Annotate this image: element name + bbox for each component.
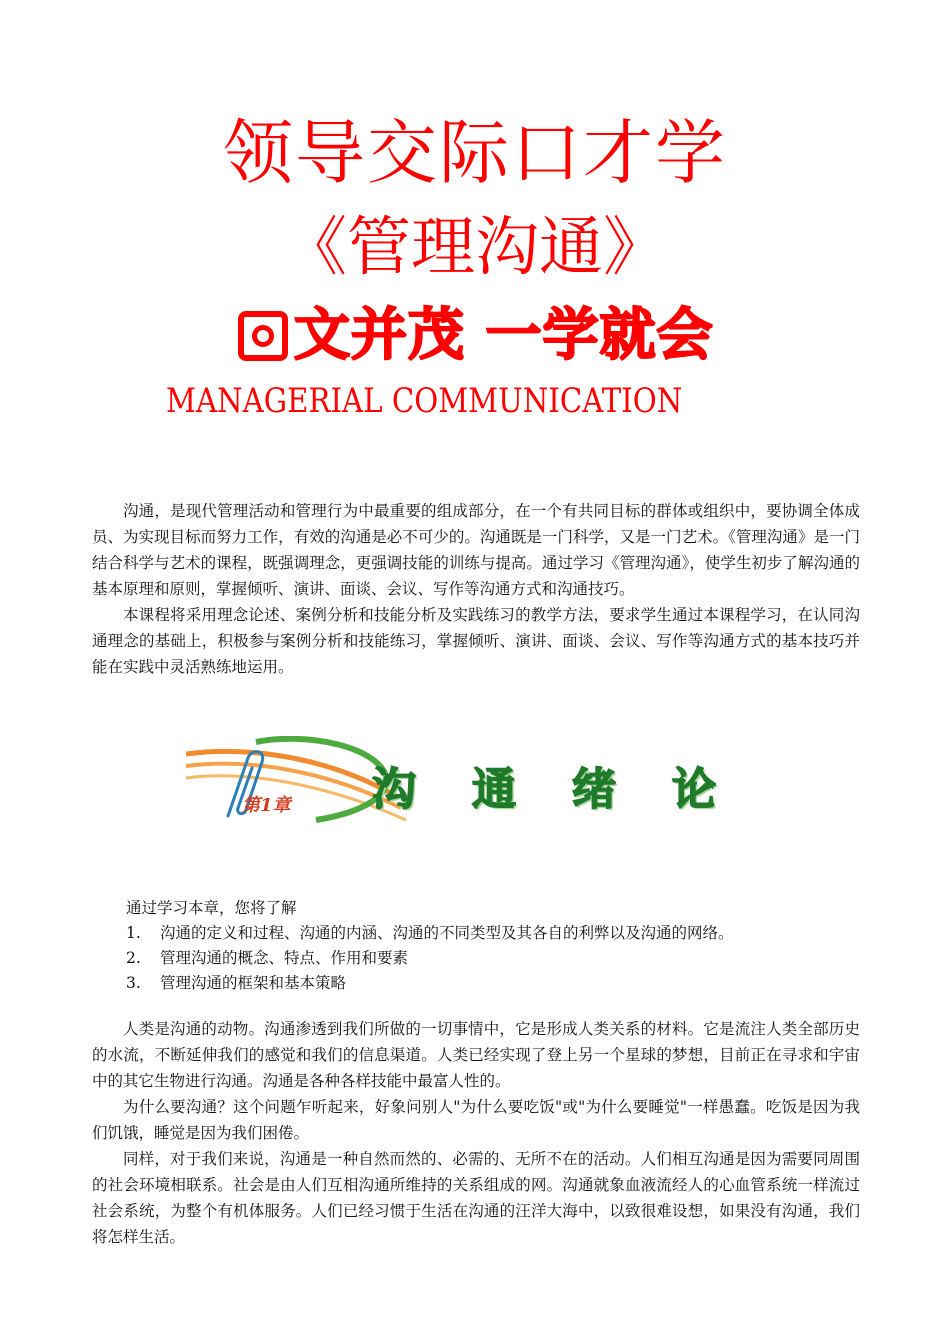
body-paragraph: 人类是沟通的动物。沟通渗透到我们所做的一切事情中，它是形成人类关系的材料。它是流注人类全部历史的水流，不断延伸我们的感觉和我们的信息渠道。人类已经实现了登上另一个星球的梦想，目前正在寻求和宇宙中的其它生物进行沟通。沟通是各种各样技能中最富人性的。 bbox=[92, 1020, 860, 1090]
list-item-text: 管理沟通的框架和基本策略 bbox=[160, 974, 347, 992]
body-paragraph: 为什么要沟通？这个问题乍听起来，好象问别人"为什么要吃饭"或"为什么要睡觉"一样愚蠢。吃饭是因为我们饥饿，睡觉是因为我们困倦。 bbox=[92, 1098, 860, 1142]
list-item-number: 1. bbox=[126, 924, 141, 942]
slogan-text: 文并茂 一学就会 bbox=[294, 303, 714, 368]
objectives-lead: 通过学习本章，您将了解 bbox=[126, 899, 297, 917]
body-section bbox=[92, 1016, 860, 1250]
intro-paragraph: 本课程将采用理念论述、案例分析和技能分析及实践练习的教学方法，要求学生通过本课程学习，在认同沟通理念的基础上，积极参与案例分析和技能练习，掌握倾听、演讲、面谈、会议、写作等沟通方式的基本技巧并能在实践中灵活熟练地运用。 bbox=[92, 606, 860, 676]
chapter-number: 第1章 bbox=[242, 795, 291, 816]
list-item bbox=[126, 921, 846, 946]
swoosh-decoration bbox=[186, 751, 396, 796]
objectives-list bbox=[126, 921, 846, 996]
list-item-text: 管理沟通的概念、特点、作用和要素 bbox=[160, 949, 409, 967]
chapter-title: 沟通绪论 bbox=[372, 764, 772, 815]
english-title: MANAGERIAL COMMUNICATION bbox=[166, 381, 683, 421]
intro-section bbox=[92, 498, 860, 680]
list-item bbox=[126, 946, 846, 971]
body-paragraph: 同样，对于我们来说，沟通是一种自然而然的、必需的、无所不在的活动。人们相互沟通是因为需要同周围的社会环境相联系。社会是由人们互相沟通所维持的关系组成的网。沟通就象血液流经人的心血管系统一样流过社会系统，为整个有机体服务。人们已经习惯于生活在沟通的汪洋大海中，以致很难设想，如果没有沟通，我们将怎样生活。 bbox=[92, 1150, 860, 1246]
learning-objectives bbox=[126, 896, 846, 996]
intro-paragraph: 沟通，是现代管理活动和管理行为中最重要的组成部分，在一个有共同目标的群体或组织中，要协调全体成员、为实现目标而努力工作，有效的沟通是必不可少的。沟通既是一门科学，又是一门艺术。《管理沟通》是一门结合科学与艺术的课程，既强调理念，更强调技能的训练与提高。通过学习《管理沟通》，使学生初步了解沟通的基本原理和原则，掌握倾听、演讲、面谈、会议、写作等沟通方式和沟通技巧。 bbox=[92, 502, 860, 598]
list-item-text: 沟通的定义和过程、沟通的内涵、沟通的不同类型及其各自的利弊以及沟通的网络。 bbox=[160, 924, 734, 942]
slogan-banner bbox=[238, 302, 714, 370]
page-subtitle: 《管理沟通》 bbox=[283, 211, 667, 285]
stamp-icon bbox=[238, 311, 288, 361]
list-item bbox=[126, 971, 846, 996]
list-item-number: 3. bbox=[126, 974, 141, 992]
page-title: 领导交际口才学 bbox=[223, 112, 727, 194]
list-item-number: 2. bbox=[126, 949, 141, 967]
